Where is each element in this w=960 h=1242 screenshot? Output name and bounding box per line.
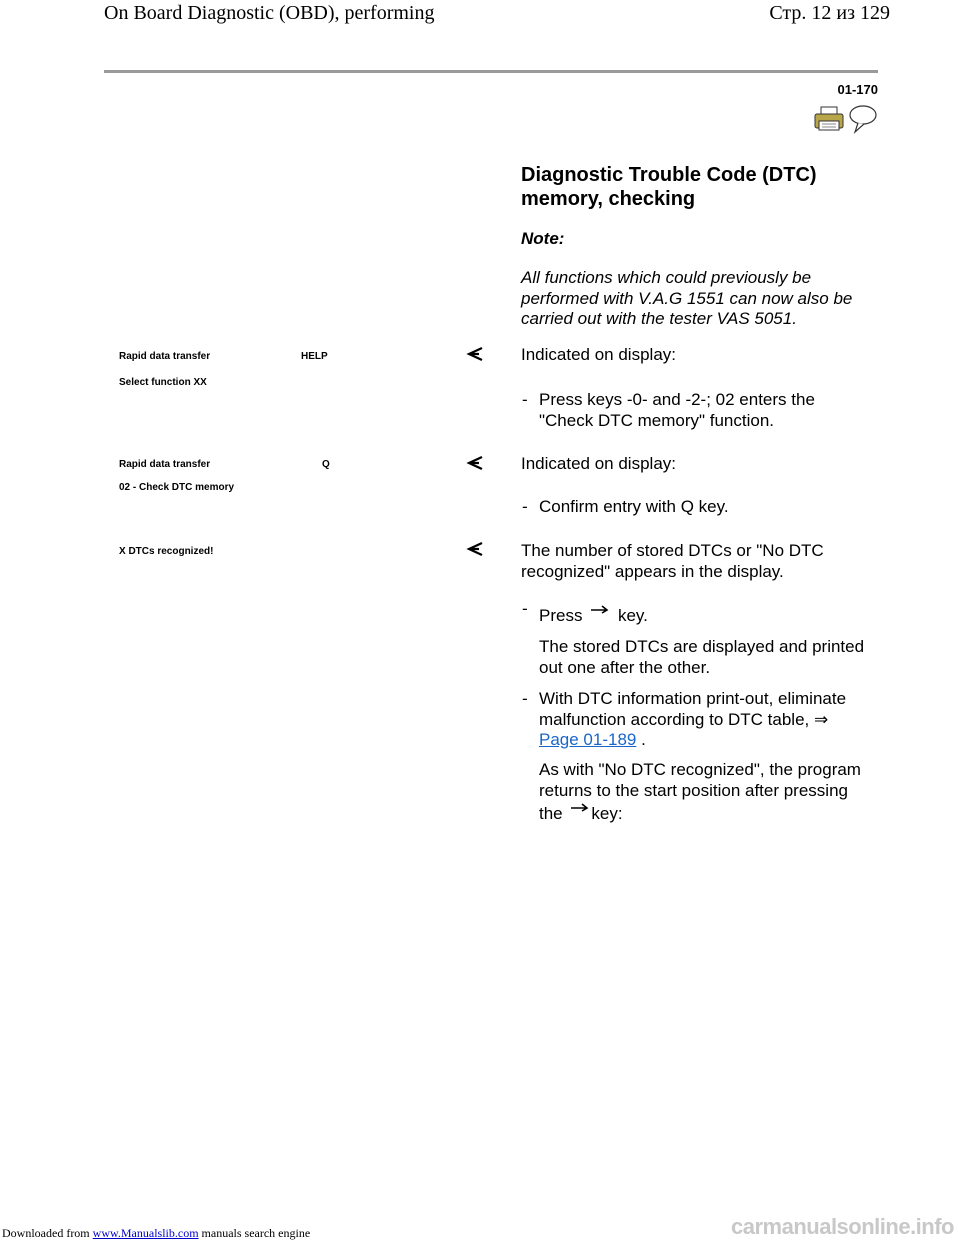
- display2-line2: 02 - Check DTC memory: [119, 482, 235, 493]
- note-label: Note:: [521, 229, 565, 248]
- footer-suffix: manuals search engine: [201, 1226, 311, 1240]
- right-arrow-key-icon: [569, 801, 591, 813]
- page-counter: Стр. 12 из 129: [769, 2, 890, 24]
- display2-line1-left: Rapid data transfer: [119, 459, 211, 470]
- page-ref-link[interactable]: Page 01-189: [539, 730, 637, 749]
- step3-sub-a: The stored DTCs are displayed and printed out one after the other.: [539, 637, 865, 677]
- watermark-brand: carmanualsonline.info: [731, 1214, 954, 1239]
- step3-bullet-b: [522, 689, 867, 751]
- step2-dash: -: [522, 497, 528, 516]
- display2-line1-right: Q: [322, 459, 330, 470]
- display1-line1-right: HELP: [301, 351, 328, 362]
- double-arrow-icon: ⇒: [813, 709, 829, 729]
- step3-bullet-b-body: With DTC information print-out, eliminate malfunction according to DTC table,: [539, 689, 847, 729]
- right-arrow-key-icon: [589, 603, 611, 615]
- step3-sub-b-pre: As with "No DTC recognized", the program returns to the start position after pressing the: [539, 760, 861, 823]
- step3-dash-a: -: [522, 599, 528, 618]
- page-number: 01-170: [837, 82, 878, 97]
- note-text: All functions which could previously be performed with V.A.G 1551 can now also be carried out with the tester VAS 5051.: [521, 268, 853, 328]
- speech-bubble-icon[interactable]: [848, 104, 878, 134]
- step2-indicated: Indicated on display:: [521, 454, 676, 473]
- step1-bullet: [522, 390, 867, 431]
- pointer-left-icon: [466, 346, 484, 362]
- step1-bullet-text: Press keys -0- and -2-; 02 enters the "Check DTC memory" function.: [539, 390, 815, 430]
- display1-line1-left: Rapid data transfer: [119, 351, 211, 362]
- footer-source: [2, 1226, 310, 1241]
- footer-prefix: Downloaded from: [2, 1226, 90, 1240]
- display3-line1: X DTCs recognized!: [119, 546, 214, 557]
- printer-icon[interactable]: [814, 106, 844, 132]
- step2-bullet: [522, 497, 867, 518]
- step3-bullet-a-post: key.: [617, 606, 648, 625]
- step1-dash: -: [522, 390, 528, 409]
- step3-bullet-a: [522, 599, 867, 627]
- step3-bullet-a-pre: Press: [539, 606, 583, 625]
- pointer-left-icon: [466, 541, 484, 557]
- section-heading: Diagnostic Trouble Code (DTC) memory, checking: [521, 164, 817, 210]
- step3-sub-b: [539, 760, 869, 825]
- display1-line2: Select function XX: [119, 377, 207, 388]
- step3-dash-b: -: [522, 689, 528, 708]
- footer-link[interactable]: www.Manualslib.com: [92, 1226, 199, 1240]
- step3-sub-b-post: key:: [591, 804, 623, 823]
- step2-bullet-text: Confirm entry with Q key.: [539, 497, 729, 516]
- step3-bullet-b-text: With DTC information print-out, eliminate malfunction according to DTC table, ⇒ Page 01-189 .: [539, 689, 847, 749]
- step3-text: The number of stored DTCs or "No DTC recognized" appears in the display.: [521, 541, 824, 581]
- header-rule: [104, 70, 878, 73]
- document-title: On Board Diagnostic (OBD), performing: [104, 2, 435, 24]
- step3-bullet-a-line: [539, 603, 867, 627]
- pointer-left-icon: [466, 455, 484, 471]
- step1-indicated: Indicated on display:: [521, 345, 676, 364]
